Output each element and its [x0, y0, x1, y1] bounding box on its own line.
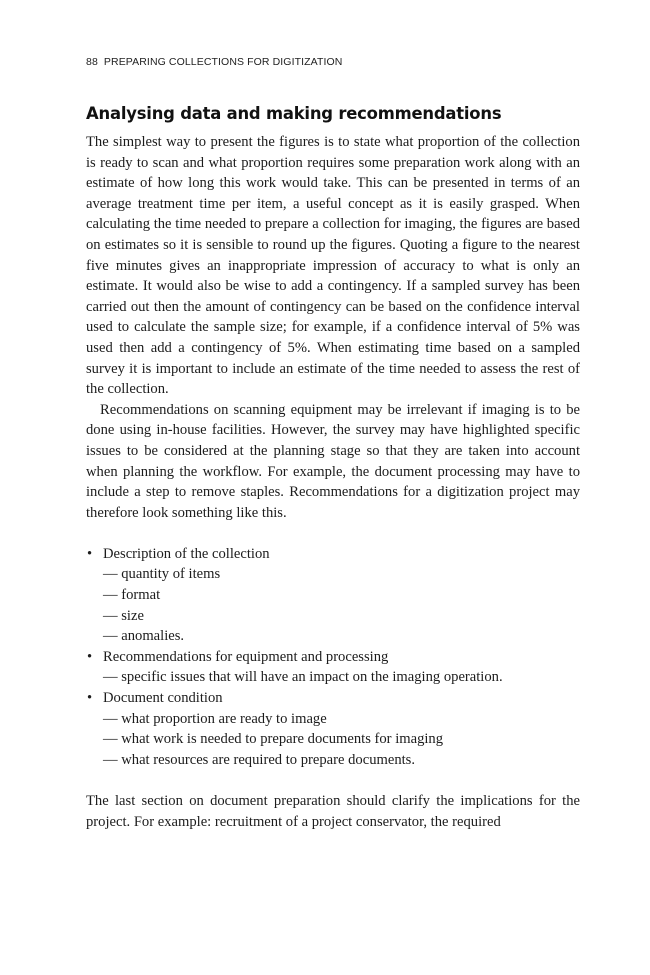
closing-paragraph: The last section on document preparation should clarify the implications for the project. For example: recruitment of a project conservator, the required: [86, 793, 580, 830]
list-subitem: — what resources are required to prepare documents.: [103, 751, 416, 768]
paragraph-1: The simplest way to present the figures is to state what proportion of the collection is ready to scan and what proportion requires some preparation work along with an estimate of how long this work would take. This can be presented in terms of an average treatment time per item, a useful concept as it is easily grasped. When calculating the time needed to prepare a collection for imaging, the figures are based on estimates so it is sensible to round up the figures. Quoting a figure to the nearest five minutes gives an inappropriate impression of accuracy to what is only an estimate. It would also be wise to add a contingency. If a sampled survey has been carried out then the amount of contingency can be based on the confidence interval used to calculate the sample size; for example, if a confidence interval of 5% was used then add a contingency of 5%. When estimating time based on a sampled survey it is important to include an estimate of the time needed to assess the rest of the collection.: [86, 134, 580, 398]
list-item: • Recommendations for equipment and processing: [86, 647, 580, 668]
spacer: [86, 523, 580, 544]
spacer: [86, 770, 580, 791]
running-title: PREPARING COLLECTIONS FOR DIGITIZATION: [103, 56, 343, 68]
list-subitem: — format: [103, 587, 161, 604]
list-item: • Document condition: [86, 688, 580, 709]
list-subitem: — what proportion are ready to image: [103, 710, 327, 727]
list-subitem: — size: [103, 607, 144, 624]
list-subitem: — anomalies.: [103, 628, 185, 645]
list-subitem: — quantity of items: [103, 566, 221, 583]
body-text: [86, 132, 580, 832]
running-header: [86, 56, 342, 68]
list-subitem: — specific issues that will have an impact on the imaging operation.: [103, 669, 503, 686]
section-heading: Analysing data and making recommendations: [86, 104, 502, 123]
paragraph-2: Recommendations on scanning equipment may be irrelevant if imaging is to be done using in-house facilities. However, the survey may have highlighted specific issues to be considered at the planning stage so that they are taken into account when planning the workflow. For example, the document processing may have to include a step to remove staples. Recommendations for a digitization project may therefore look something like this.: [86, 401, 580, 521]
page-number: 88: [86, 56, 98, 68]
list-subitem: — what work is needed to prepare documents for imaging: [103, 731, 444, 748]
list-item: • Description of the collection: [86, 544, 580, 565]
recommendations-list: [86, 544, 580, 771]
